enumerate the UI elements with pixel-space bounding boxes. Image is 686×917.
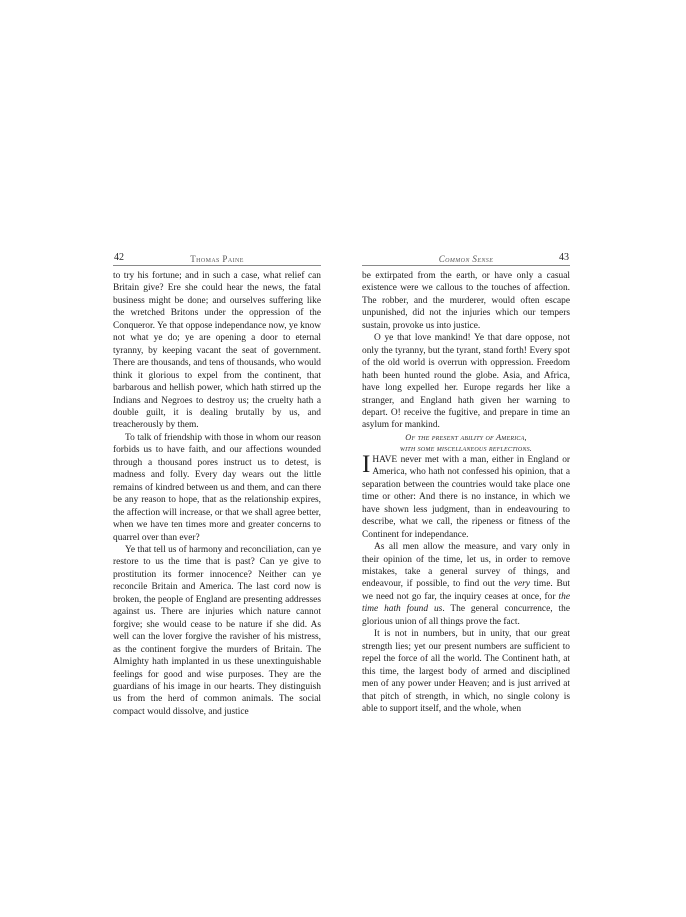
section-heading-line: with some miscellaneous reflections. (399, 443, 533, 453)
right-page-number: 43 (559, 252, 569, 263)
left-page-number: 42 (114, 252, 124, 263)
paragraph: O ye that love mankind! Ye that dare oppose, not only the tyranny, but the tyrant, stand forth! Every spot of the old world is overrun with oppression. Freedom hath been hunted round the globe. Asia, and Africa, have long expelled her. Europe regards her like a stranger, and England hath given her warning to depart. O! receive the fugitive, and prepare in time an asylum for mankind. (362, 333, 570, 431)
right-page (362, 253, 570, 715)
paragraph-text: time. But we need not go far, the inquiry ceases at once, for (362, 579, 570, 602)
paragraph-text: . The general concurrence, the glorious union of all things prove the fact. (362, 604, 570, 627)
section-heading (362, 432, 570, 454)
section-heading-line: Of the present ability of America, (405, 432, 527, 442)
right-running-head: Common Sense (438, 254, 494, 264)
paragraph: It is not in numbers, but in unity, that our great strength lies; yet our present numbers are sufficient to repel the force of all the world. The Continent hath, at this time, the largest body of armed and disciplined men of any power under Heaven; and is just arrived at that pitch of strength, in which, no single colony is able to support itself, and the whole, when (362, 629, 570, 714)
left-running-head: Thomas Paine (190, 254, 244, 264)
left-page-body (113, 270, 321, 718)
paragraph (362, 450, 570, 541)
paragraph: Ye that tell us of harmony and reconciliation, can ye restore to us the time that is past? Can ye give to prostitution its former innocence? Neither can ye reconcile Britain and America. The last cord now is broken, the people of England are presenting addresses against us. There are injuries which nature cannot forgive; she would cease to be nature if she did. As well can the lover forgive the ravisher of his mistress, as the continent forgive the murders of Britain. The Almighty hath implanted in us these unextinguishable feelings for good and wise purposes. They are the guardians of his image in our hearts. They distinguish us from the herd of common animals. The social compact would dissolve, and justice (113, 544, 321, 717)
right-page-body (362, 270, 570, 715)
paragraph (362, 541, 570, 628)
left-page (113, 253, 321, 718)
paragraph: To talk of friendship with those in whom our reason forbids us to have faith, and our affections wounded through a thousand pores instruct us to detest, is madness and folly. Every day wears out the little remains of kindred between us and them, and can there be any reason to hope, that as the relationship expires, the affection will increase, or that we shall agree better, when we have ten times more and greater concerns to quarrel over than ever? (113, 432, 321, 543)
left-page-header (113, 253, 321, 266)
emphasis-text: the time hath found us (362, 591, 570, 615)
right-page-header (362, 253, 570, 266)
paragraph: to try his fortune; and in such a case, what relief can Britain give? Ere she could hear the news, the fatal business might be done; and ourselves suffering like the wretched Britons under the oppression of the Conqueror. Ye that oppose independance now, ye know not what ye do; ye are opening a door to eternal tyranny, by keeping vacant the seat of government. There are thousands, and tens of thousands, who would think it glorious to expel from the continent, that barbarous and hellish power, which hath stirred up the Indians and Negroes to destroy us; the cruelty hath a double guilt, it is dealing brutally by us, and treacherously by them. (113, 271, 321, 431)
paragraph: be extirpated from the earth, or have only a casual existence were we callous to the touches of affection. The robber, and the murderer, would often escape unpunished, did not the injuries which our tempers sustain, provoke us into justice. (362, 271, 570, 331)
drop-cap: I (362, 450, 371, 478)
emphasis-text: very (513, 579, 530, 590)
paragraph-text: HAVE never met with a man, either in England or America, who hath not confessed his opinion, that a separation between the countries would take place one time or other: And there is no instance, in which we have shown less judgment, than in endeavouring to describe, what we call, the ripeness or fitness of the Continent for independance. (362, 454, 570, 540)
paragraph-text: As all men allow the measure, and vary only in their opinion of the time, let us, in order to remove mistakes, take a general survey of things, and endeavour, if possible, to find out the (362, 542, 570, 590)
